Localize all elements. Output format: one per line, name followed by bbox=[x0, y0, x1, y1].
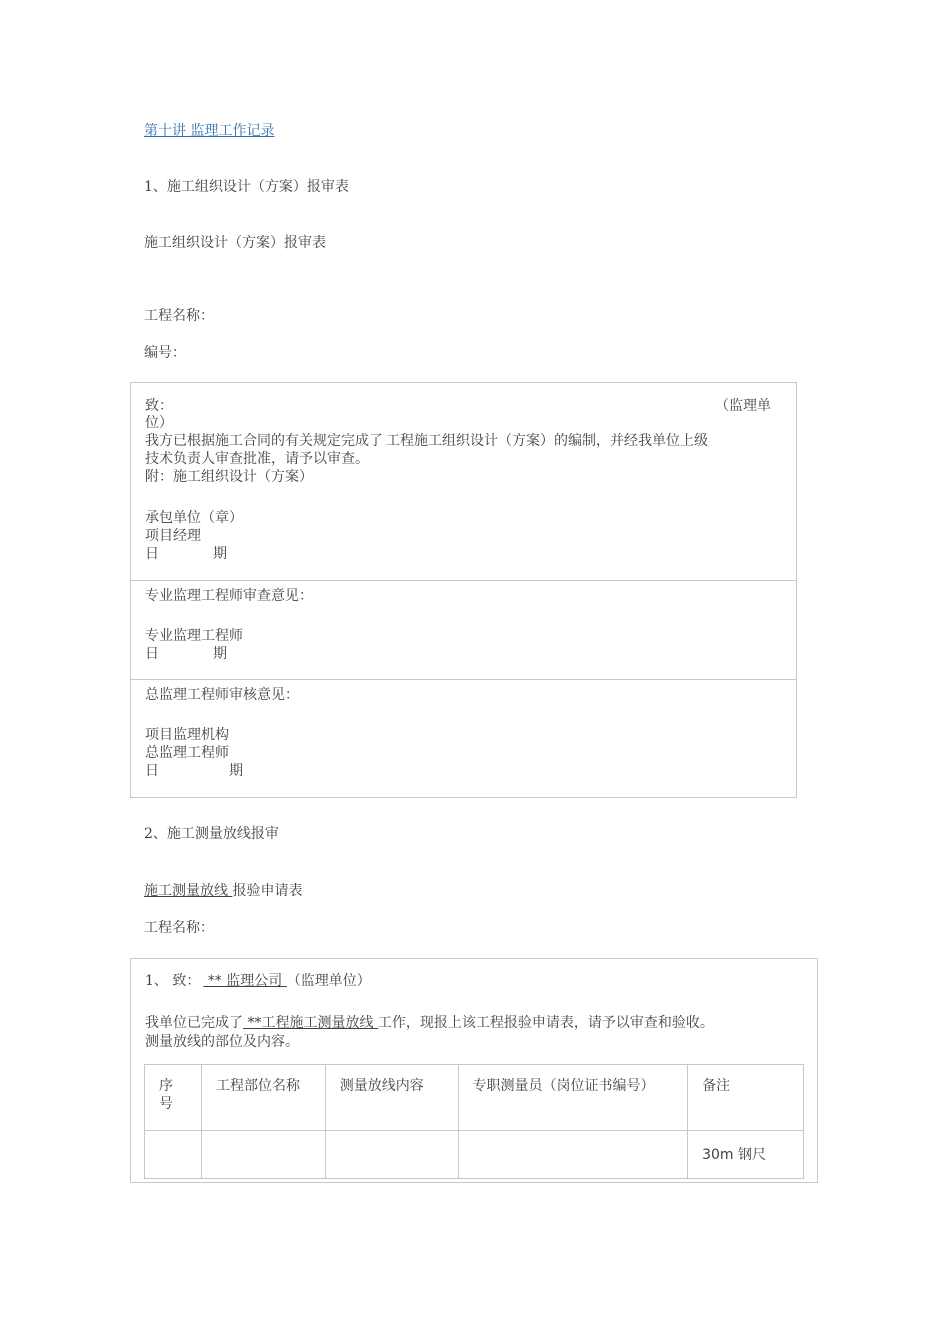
number-label: 编号： bbox=[144, 345, 186, 361]
table-cell bbox=[201, 1131, 325, 1179]
review-form-box bbox=[130, 382, 797, 798]
remarks-cell: 30m 钢尺 bbox=[688, 1131, 804, 1179]
date-label: 日 bbox=[145, 763, 159, 779]
section2-form-title: 施工测量放线 报验申请表 bbox=[144, 883, 303, 899]
chief-opinion-label: 总监理工程师审核意见： bbox=[145, 687, 299, 703]
completion-text: 我单位已完成了 **工程施工测量放线 工作，现报上该工程报验申请表，请予以审查和验收。 bbox=[145, 1015, 714, 1031]
title-link[interactable]: 第十讲 监理工作记录 bbox=[144, 123, 275, 139]
to-line: 1、 致： ** 监理公司 （监理单位） bbox=[145, 973, 371, 989]
work-item: **工程施工测量放线 bbox=[243, 1015, 378, 1031]
survey-table bbox=[144, 1064, 804, 1179]
chief-engineer-label: 总监理工程师 bbox=[145, 745, 229, 761]
contractor-label: 承包单位（章） bbox=[145, 510, 243, 526]
date-label-b: 期 bbox=[213, 546, 227, 562]
table-cell bbox=[325, 1131, 458, 1179]
header-survey-content: 测量放线内容 bbox=[325, 1065, 458, 1131]
to-unit-label: （监理单 bbox=[715, 398, 771, 414]
to-unit-label-cont: 位） bbox=[145, 415, 173, 431]
engineer-opinion-label: 专业监理工程师审查意见： bbox=[145, 588, 313, 604]
date-label-b: 期 bbox=[229, 763, 243, 779]
project-manager-label: 项目经理 bbox=[145, 528, 201, 544]
date-label: 日 bbox=[145, 546, 159, 562]
project-name-label: 工程名称： bbox=[144, 308, 214, 324]
table-header-row bbox=[145, 1065, 804, 1131]
divider bbox=[131, 679, 796, 680]
agency-label: 项目监理机构 bbox=[145, 727, 229, 743]
engineer-label: 专业监理工程师 bbox=[145, 628, 243, 644]
section1-form-title: 施工组织设计（方案）报审表 bbox=[144, 235, 326, 251]
date-label-b: 期 bbox=[213, 646, 227, 662]
section1-heading: 1、施工组织设计（方案）报审表 bbox=[144, 179, 349, 195]
submission-text: 我方已根据施工合同的有关规定完成了 工程施工组织设计（方案）的编制，并经我单位上级 bbox=[145, 433, 708, 449]
date-label: 日 bbox=[145, 646, 159, 662]
header-surveyor: 专职测量员（岗位证书编号） bbox=[458, 1065, 688, 1131]
divider bbox=[131, 580, 796, 581]
table-cell bbox=[145, 1131, 202, 1179]
submission-text-cont: 技术负责人审查批准，请予以审查。 bbox=[145, 451, 369, 467]
to-label: 致： bbox=[145, 398, 173, 414]
header-seq: 序 号 bbox=[145, 1065, 202, 1131]
table-row bbox=[145, 1131, 804, 1179]
attachment-label: 附：施工组织设计（方案） bbox=[145, 469, 313, 485]
header-part-name: 工程部位名称 bbox=[201, 1065, 325, 1131]
project-name-label: 工程名称： bbox=[144, 920, 214, 936]
supervision-company: ** 监理公司 bbox=[203, 973, 287, 989]
section2-heading: 2、施工测量放线报审 bbox=[144, 826, 279, 842]
table-cell bbox=[458, 1131, 688, 1179]
content-label: 测量放线的部位及内容。 bbox=[145, 1034, 299, 1050]
header-remarks: 备注 bbox=[688, 1065, 804, 1131]
